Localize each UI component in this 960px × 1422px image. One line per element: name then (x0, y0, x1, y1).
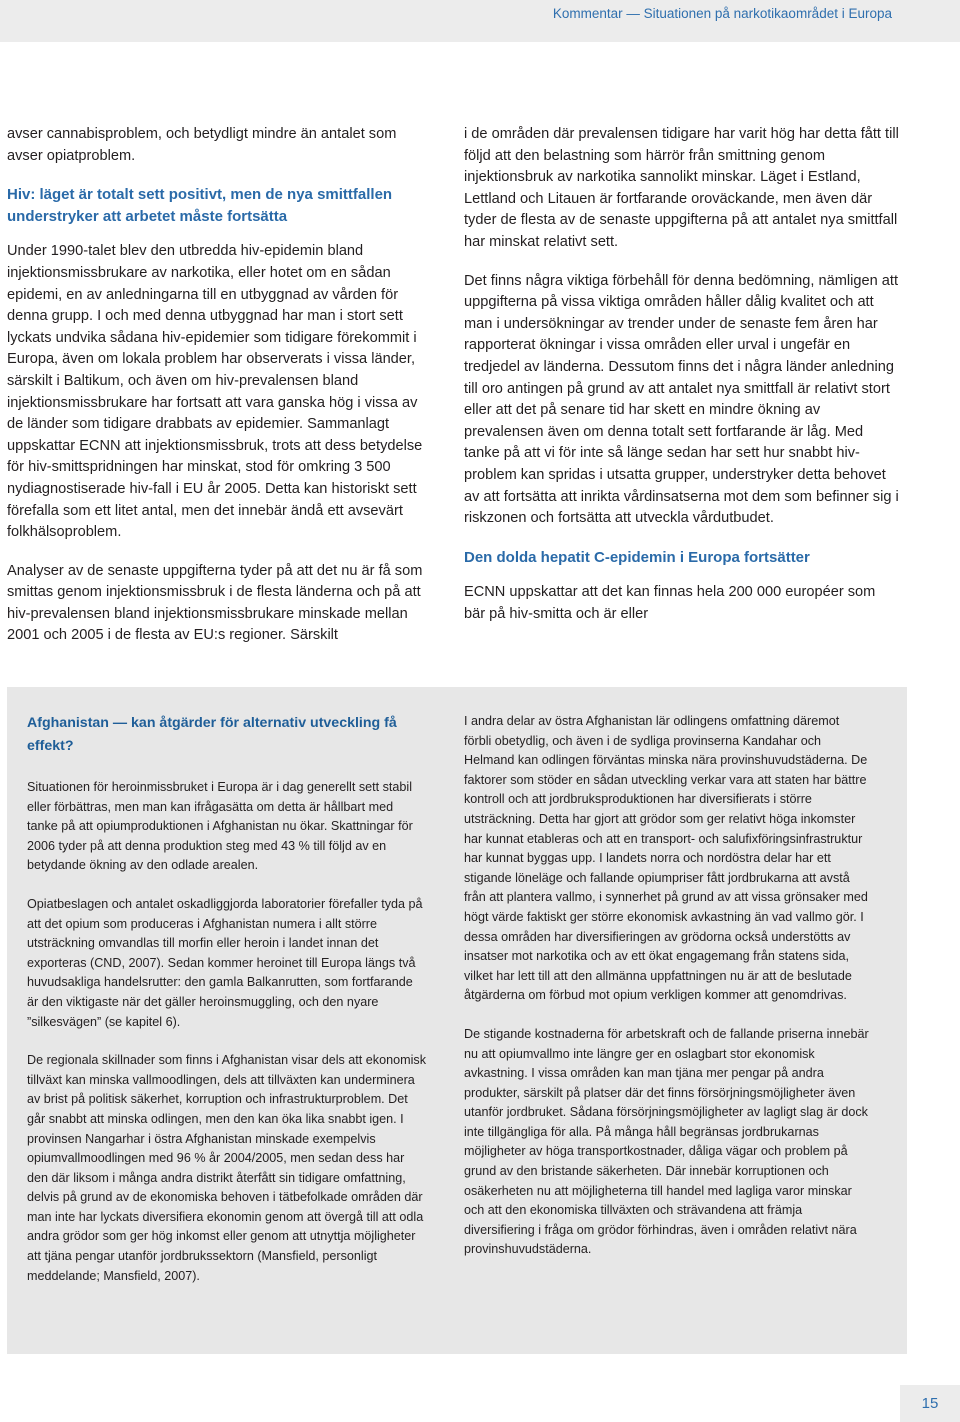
box-left-column (27, 712, 427, 1305)
hiv-paragraph-1: Under 1990-talet blev den utbredda hiv-epidemin bland injektionsmissbrukare av narkotika, eller hotet om en sådan epidemi, en av anledningarna till en utbyggnad av vården för denna grupp. I och med denna utbyggnad har man i stort sett lyckats undvika sådana hiv-epidemier som tidigare förekommit i Europa, även om lokala problem har observerats i vissa länder, särskilt i Baltikum, och även om hiv-prevalensen bland injektionsmissbrukare har fortsatt att vara ganska hög i vissa av de länder som tidigare drabbats av epidemier. Sammanlagt uppskattar ECNN att injektionsmissbruk, trots att dess betydelse för hiv-smittspridningen har minskat, stod för omkring 3 500 nydiagnostiserade hiv-fall i EU år 2005. Detta kan historiskt sett förefalla som ett litet antal, men det innebär ändå ett avsevärt folkhälsoproblem. (7, 243, 423, 541)
box-title: Afghanistan — kan åtgärder för alternativ utveckling få effekt? (27, 715, 397, 754)
hepatitis-section-heading: Den dolda hepatit C-epidemin i Europa fortsätter (464, 548, 810, 566)
right-paragraph-2: Det finns några viktiga förbehåll för denna bedömning, nämligen att uppgifterna på vissa viktiga områden håller dålig kvalitet och att man i undersökningar av trender under de senaste fem åren har rapporterat ökningar i vissa områden eller urval i ungefär en tredjedel av länderna. Dessutom finns det i några länder anledning till oro antingen på grund av att antalet nya smittfall är relativt stort eller att det på senare tid har skett en mindre ökning av prevalensen även om denna totalt sett fortfarande är låg. Med tanke på att vi för inte så länge sedan har sett hur snabbt hiv-problem kan spridas i utsatta grupper, understryker detta behovet av att fortsätta att inrikta vårdinsatserna mot dem som befinner sig i riskzonen och fortsätta att utveckla vårdutbudet. (464, 272, 899, 527)
box-right-paragraph: De stigande kostnaderna för arbetskraft och de fallande priserna innebär nu att opiumvallmo inte längre ger en oslagbart stor ekonomisk avkastning. I vissa områden kan man tjäna mer pengar på andra produkter, särskilt på platser där det finns försörjningsmöjligheter även utanför jordbruket. Sådana försörjningsmöjligheter av lagligt slag är dock inte tillgängliga för alla. På många håll begränsas jordbrukarnas möjligheter av höga transportkostnader, dåliga vägar och problem på grund av den bristande säkerheten. Där innebär korruptionen och osäkerheten nu att möjligheterna till handel med lagliga varor minskar och att den ekonomiska tillväxten och strävandena att främja diversifiering i fråga om grödor förhindras, även i områden relativt nära provinshuvudstäderna. (464, 1026, 869, 1257)
running-header-band (0, 0, 960, 42)
hepatitis-paragraph: ECNN uppskattar att det kan finnas hela 200 000 européer som bär på hiv-smitta och är eller (464, 584, 876, 622)
box-left-paragraph: Opiatbeslagen och antalet oskadliggjorda laboratorier förefaller tyda på att det opium som produceras i Afghanistan numera i allt större utsträckning omvandlas till morfin eller heroin i landet innan det exporteras (CND, 2007). Sedan kommer heroinet till Europa längs två huvudsakliga handelsrutter: den gamla Balkanrutten, som fortfarande är den viktigaste när det gäller heroinsmuggling, och den nyare ”silkesvägen” (se kapitel 6). (27, 896, 423, 1029)
hiv-paragraph-2: Analyser av de senaste uppgifterna tyder på att det nu är få som smittas genom injektionsmissbruk i de flesta länderna och på att hiv-prevalensen bland injektionsmissbrukare minskade mellan 2001 och 2005 i de flesta av EU:s regioner. Särskilt (7, 562, 423, 644)
box-left-paragraph: De regionala skillnader som finns i Afghanistan visar dels att ekonomisk tillväxt kan minska vallmoodlingen, dels att tillväxten kan underminera av brist på politisk säkerhet, korruption och infrastrukturproblem. Det går snabbt att minska odlingen, men den kan öka lika snabbt igen. I provinsen Nangarhar i östra Afghanistan minskade exempelvis opiumvallmoodlingen med 96 % år 2004/2005, men sedan dess har den där liksom i många andra distrikt återfått sin tidigare omfattning, delvis på grund av de ekonomiska behoven i tätbefolkade områden där man inte har lyckats diversifiera ekonomin genom att övergå till att odla andra grödor som ger hög inkomst eller genom att utnyttja möjligheter att tjäna pengar utanför jordbrukssektorn (Mansfield, personligt meddelande; Mansfield, 2007). (27, 1053, 427, 1283)
box-right-column (464, 712, 869, 1279)
page-number: 15 (900, 1385, 960, 1422)
right-paragraph-1: i de områden där prevalensen tidigare har varit hög har detta fått till följd att den belastning som härrör från smittning genom injektionsbruk av narkotika sannolikt minskar. Läget i Estland, Lettland och Litauen är fortfarande oroväckande, men även där tyder de flesta av de senaste uppgifterna på att antalet nya smittfall har minskat relativt sett. (464, 126, 899, 250)
hiv-section-heading: Hiv: läget är totalt sett positivt, men de nya smittfallen understryker att arbetet måste fortsätta (7, 186, 393, 225)
running-header-title: Kommentar — Situationen på narkotikaområdet i Europa (552, 6, 892, 21)
afghanistan-info-box (7, 687, 907, 1354)
opening-paragraph: avser cannabisproblem, och betydligt mindre än antalet som avser opiatproblem. (7, 126, 397, 164)
box-right-paragraph: I andra delar av östra Afghanistan lär odlingens omfattning däremot förbli obetydlig, och även i de sydliga provinserna Kandahar och Helmand kan odlingen förväntas minska nära provinshuvudstäderna. De faktorer som stöder en sådan utveckling verkar vara att staten har bättre kontroll och att jordbruksproduktionen har diversifierats i större utsträckning. Detta har gjort att grödor som ger relativt höga inkomster har kunnat etableras och att en transport- och salufixföringsinfrastruktur har kunnat byggas upp. I landets norra och nordöstra delar har ett stigande löneläge och fallande opiumpriser fått jordbrukarna att avstå från att plantera vallmo, i synnerhet på grund av att vissa grönsaker med högt värde faktiskt ger större ekonomisk avkastning än vad vallmo gör. I dessa områden har diversifieringen av grödorna också understötts av insatser mot narkotika och av ett ökat engagemang från statens sida, vilket har lett till att den allmänna uppfattningen nu är att de beslutade åtgärderna om förbud mot opium verkligen kommer att genomdrivas. (464, 714, 868, 1003)
box-left-paragraph: Situationen för heroinmissbruket i Europa är i dag generellt sett stabil eller förbättras, men man kan ifrågasätta om detta är hållbart med tanke på att opiumproduktionen i Afghanistan nu ökar. Skattningar för 2006 tyder på att denna produktion steg med 43 % till följd av en betydande ökning av den odlade arealen. (27, 780, 413, 873)
left-text-column (7, 124, 435, 664)
right-text-column (464, 124, 900, 642)
